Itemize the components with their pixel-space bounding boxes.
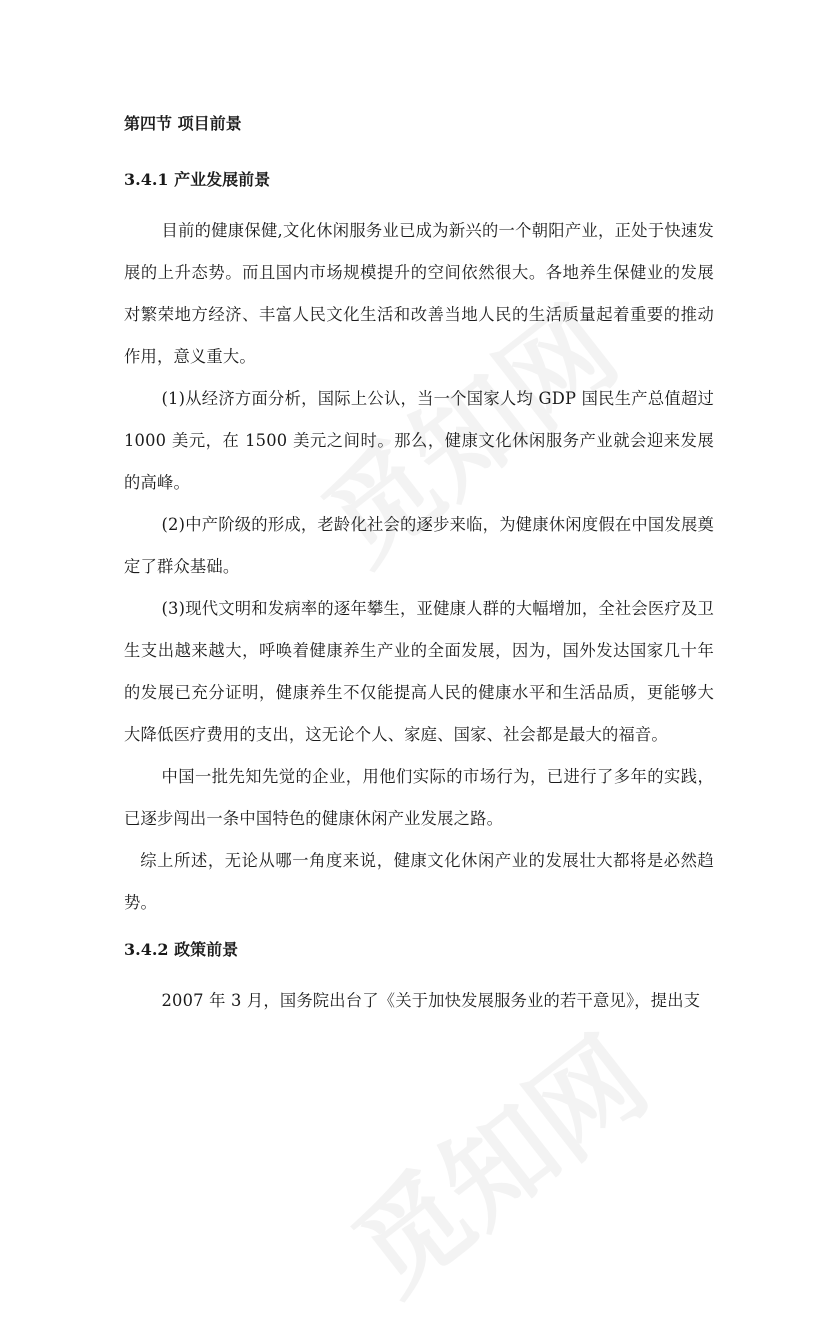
paragraph: (2)中产阶级的形成，老龄化社会的逐步来临，为健康休闲度假在中国发展奠定了群众基础。	[124, 515, 714, 576]
paragraph: (3)现代文明和发病率的逐年攀生，亚健康人群的大幅增加，全社会医疗及卫生支出越来越大，呼唤着健康养生产业的全面发展，因为，国外发达国家几十年的发展已充分证明，健康养生不仅能提高人民的健康水平和生活品质，更能够大大降低医疗费用的支出，这无论个人、家庭、国家、社会都是最大的福音。	[124, 599, 714, 744]
paragraph: 目前的健康保健,文化休闲服务业已成为新兴的一个朝阳产业，正处于快速发展的上升态势。而且国内市场规模提升的空间依然很大。各地养生保健业的发展对繁荣地方经济、丰富人民文化生活和改善当地人民的生活质量起着重要的推动作用，意义重大。	[124, 221, 714, 366]
document-body	[124, 104, 714, 1022]
subsection-title-policy-outlook: 3.4.2 政策前景	[124, 940, 239, 959]
paragraph: (1)从经济方面分析，国际上公认，当一个国家人均 GDP 国民生产总值超过 1000 美元，在 1500 美元之间时。那么，健康文化休闲服务产业就会迎来发展的高峰。	[124, 389, 714, 492]
paragraph: 2007 年 3 月，国务院出台了《关于加快发展服务业的若干意见》，提出支	[161, 991, 701, 1010]
paragraph: 中国一批先知先觉的企业，用他们实际的市场行为，已进行了多年的实践，已逐步闯出一条中国特色的健康休闲产业发展之路。	[124, 767, 714, 828]
paragraph: 综上所述，无论从哪一角度来说，健康文化休闲产业的发展壮大都将是必然趋势。	[124, 851, 714, 912]
watermark	[316, 995, 673, 1323]
section-title: 第四节 项目前景	[124, 114, 242, 133]
subsection-title-industry-outlook: 3.4.1 产业发展前景	[124, 170, 271, 189]
